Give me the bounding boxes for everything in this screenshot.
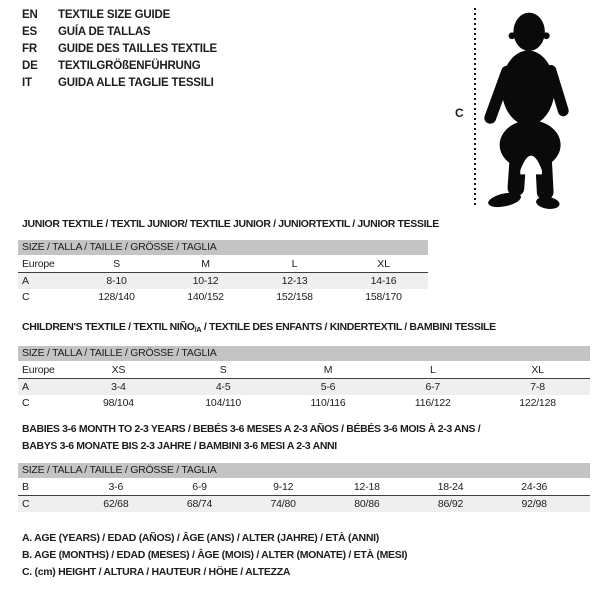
size-header-bar: SIZE / TALLA / TAILLE / GRÖSSE / TAGLIA [18,240,428,255]
value-cell: 8-10 [106,275,127,287]
language-title: TEXTILE SIZE GUIDE [58,9,171,21]
language-row [22,24,217,41]
value-cell: 98/104 [102,397,134,409]
value-cell: 12-18 [353,480,380,493]
row-label: A [22,275,29,287]
baby-silhouette-icon [479,5,595,212]
language-code: EN [22,9,38,21]
language-code: FR [22,43,37,55]
table-row-height [18,496,590,512]
legend [22,530,407,581]
value-cell: 86/92 [437,498,464,510]
table-row-months [18,478,590,495]
language-row [22,7,217,24]
value-cell: 92/98 [521,498,547,510]
junior-size-table [18,240,428,305]
heading-line: BABIES 3-6 MONTH TO 2-3 YEARS / BEBÉS 3-6 MESES A 2-3 AÑOS / BÉBÉS 3-6 MOIS À 2-3 ANS / [22,423,481,435]
value-cell: 62/68 [103,498,129,510]
legend-line-b: B. AGE (MONTHS) / EDAD (MESES) / ÂGE (MOIS) / ALTER (MONATE) / ETÀ (MESI) [22,549,408,561]
value-cell: 158/170 [365,291,402,303]
value-cell: 140/152 [187,291,224,303]
value-cell: 18-24 [437,480,464,493]
row-label: Europe [22,363,55,376]
legend-line-c: C. (cm) HEIGHT / ALTURA / HAUTEUR / HÖHE / ALTEZZA [22,566,291,578]
language-code: DE [22,60,38,72]
row-label: C [22,498,30,510]
size-cell: S [219,363,227,376]
value-cell: 3-6 [108,480,124,493]
size-cell: L [429,363,436,376]
value-cell: 6-9 [192,480,207,493]
value-cell: 110/116 [310,397,346,409]
height-measure-label: C [455,106,464,120]
value-cell: 4-5 [215,381,231,393]
heading-line: BABYS 3-6 MONATE BIS 2-3 JAHRE / BAMBINI 3-6 MESI A 2-3 ANNI [22,440,337,452]
heading-subscript: /A [194,325,202,334]
babies-size-table [18,463,590,512]
row-label: B [22,480,29,493]
language-title: GUIDA ALLE TAGLIE TESSILI [58,77,214,89]
table-row-europe [18,255,428,272]
value-cell: 74/80 [270,498,296,510]
value-cell: 152/158 [276,291,313,303]
section-heading-babies [22,421,480,455]
language-row [22,41,217,58]
value-cell: 9-12 [273,480,294,493]
section-heading-junior: JUNIOR TEXTILE / TEXTIL JUNIOR/ TEXTILE JUNIOR / JUNIORTEXTIL / JUNIOR TESSILE [22,218,439,230]
value-cell: 12-13 [281,275,308,287]
value-cell: 3-4 [111,381,126,393]
value-cell: 128/140 [98,291,135,303]
value-cell: 68/74 [186,498,213,510]
height-measure-dashed-line [474,8,476,208]
language-code: ES [22,26,37,38]
size-cell: M [323,363,333,376]
row-label: A [22,381,29,393]
legend-line-a: A. AGE (YEARS) / EDAD (AÑOS) / ÂGE (ANS) / ALTER (JAHRE) / ETÀ (ANNI) [22,532,379,544]
children-size-table [18,346,590,411]
value-cell: 80/86 [354,498,380,510]
value-cell: 14-16 [370,275,397,287]
language-title: GUÍA DE TALLAS [58,26,151,38]
value-cell: 7-8 [530,381,545,393]
value-cell: 6-7 [425,381,441,393]
size-cell: S [113,257,120,270]
table-row-europe [18,361,590,378]
value-cell: 24-36 [521,480,548,493]
size-header-bar: SIZE / TALLA / TAILLE / GRÖSSE / TAGLIA [18,346,590,361]
language-row [22,75,217,92]
size-cell: XL [531,363,544,376]
value-cell: 10-12 [192,275,219,287]
row-label: Europe [22,257,55,270]
row-label: C [22,397,30,409]
language-title-list [22,7,217,92]
language-title: TEXTILGRÖßENFÜHRUNG [58,60,201,72]
size-cell: M [201,257,210,270]
table-row-age [18,379,590,395]
row-label: C [22,291,30,303]
language-title: GUIDE DES TAILLES TEXTILE [58,43,217,55]
size-header-bar: SIZE / TALLA / TAILLE / GRÖSSE / TAGLIA [18,463,590,478]
language-code: IT [22,77,32,89]
value-cell: 122/128 [519,397,556,409]
size-cell: L [291,257,298,270]
section-heading-children [22,319,496,338]
heading-text: CHILDREN'S TEXTILE / TEXTIL NIÑO [22,321,195,333]
value-cell: 104/110 [205,397,242,409]
value-cell: 5-6 [320,381,336,393]
heading-text: / TEXTILE DES ENFANTS / KINDERTEXTIL / BAMBINI TESSILE [201,321,496,333]
language-row [22,58,217,75]
table-row-age [18,273,428,289]
value-cell: 116/122 [414,397,451,409]
size-cell: XL [377,257,390,270]
size-cell: XS [111,363,126,376]
table-row-height [18,289,428,305]
table-row-height [18,395,590,411]
